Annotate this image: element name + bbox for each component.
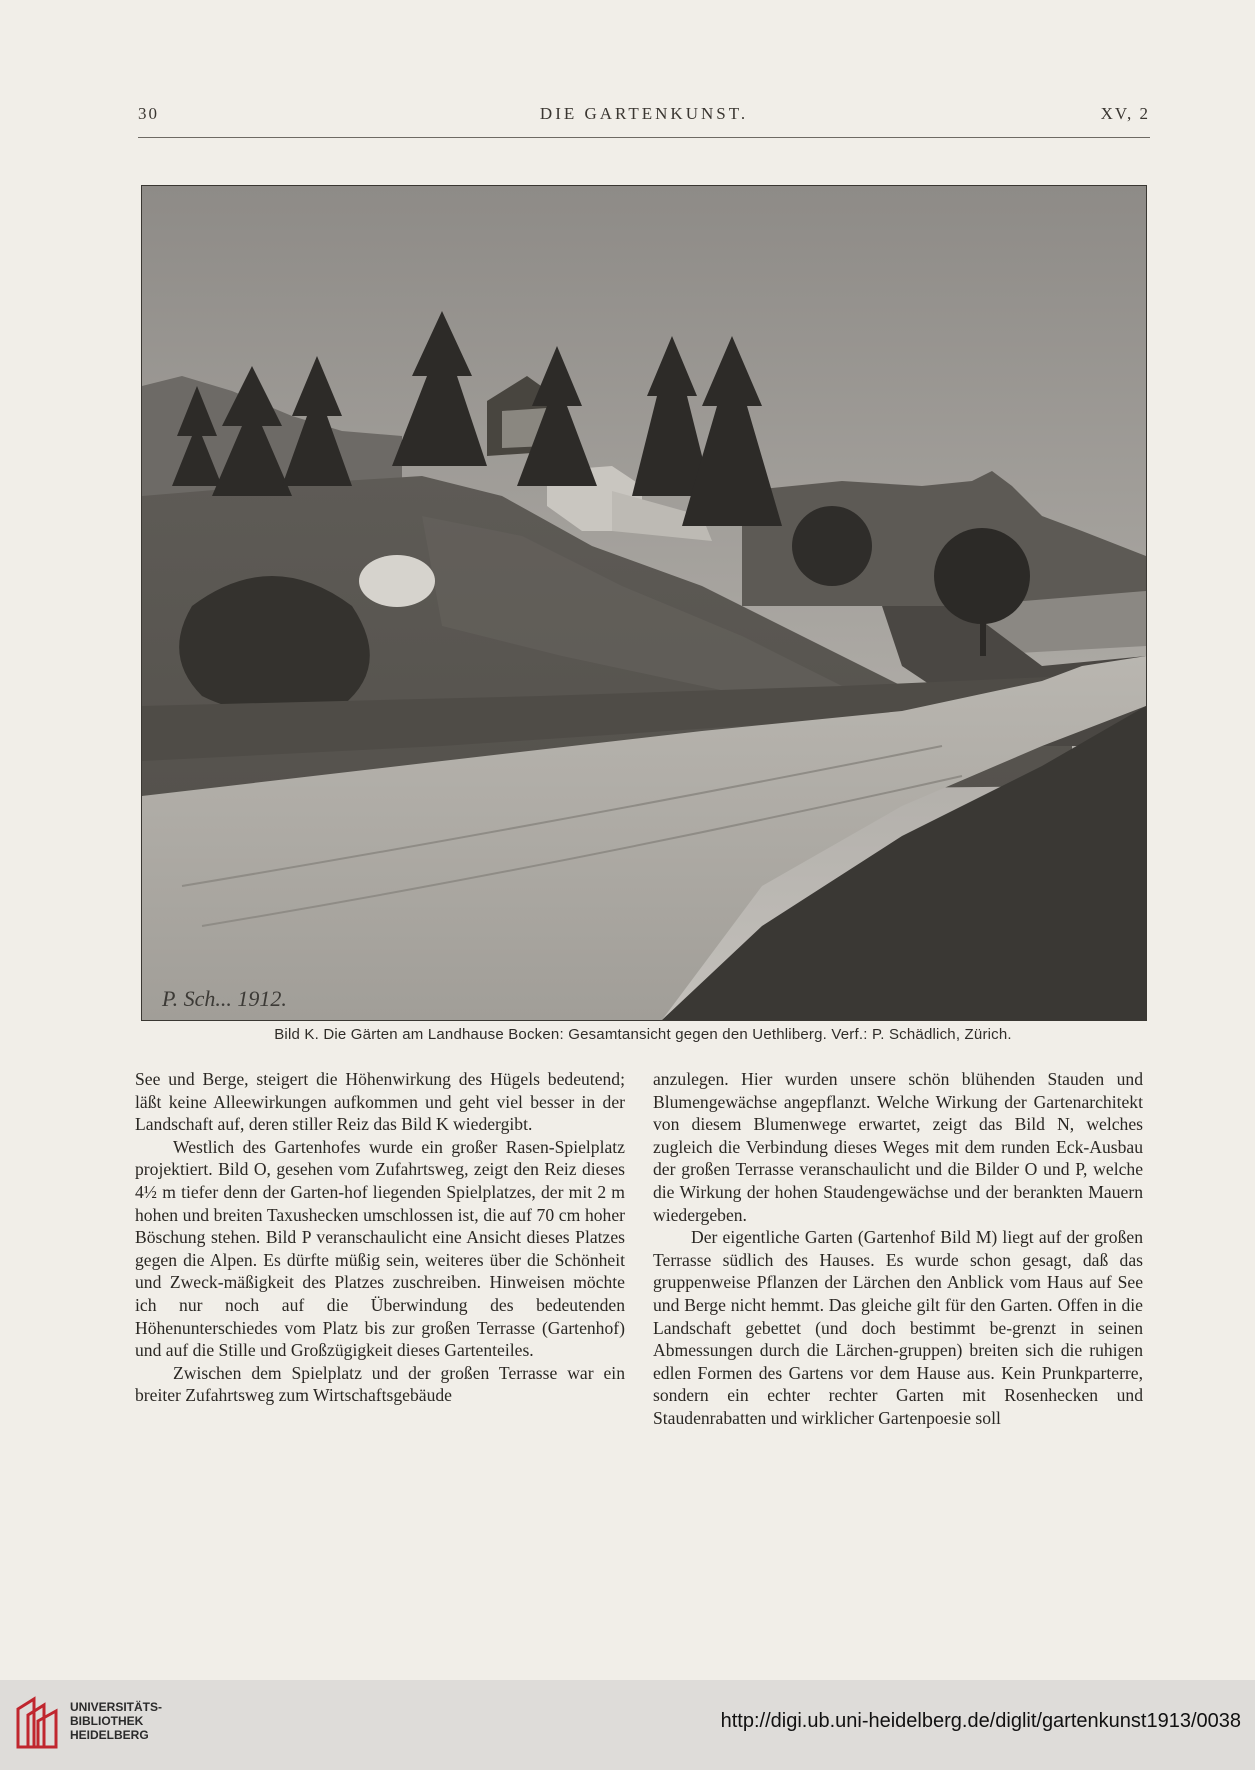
- running-header: [138, 104, 1150, 130]
- issue-number: XV, 2: [1100, 104, 1150, 123]
- round-tree: [792, 506, 872, 586]
- paragraph: See und Berge, steigert die Höhenwirkung des Hügels bedeutend; läßt keine Alleewirkungen aufkommen und geht viel besser in der Landschaft auf, deren stiller Reiz das Bild K wiedergibt.: [135, 1069, 625, 1135]
- text-column-left: [135, 1068, 625, 1407]
- paragraph: Zwischen dem Spielplatz und der großen Terrasse war ein breiter Zufahrtsweg zum Wirtschaftsgebäude: [135, 1362, 625, 1406]
- page-number: 30: [138, 104, 159, 123]
- library-logo-icon: [14, 1695, 60, 1751]
- figure-caption: Bild K. Die Gärten am Landhause Bocken: Gesamtansicht gegen den Uethliberg. Verf.: P. Schädlich, Zürich.: [274, 1026, 1012, 1043]
- paragraph: Westlich des Gartenhofes wurde ein großer Rasen-Spielplatz projektiert. Bild O, gesehen vom Zufahrtsweg, zeigt den Reiz dieses 4½ m tiefer denn der Garten-hof liegenden Spielplatzes, der mit 2 m hohen und breiten Taxushecken umschlossen ist, die auf 70 cm hoher Böschung stehen. Bild P veranschaulicht eine Ansicht dieses Platzes gegen die Alpen. Es dürfte müßig sein, weiteres über die Schönheit und Zweck-mäßigkeit des Platzes zuschreiben. Hinweisen möchte ich nur noch auf die Überwindung des bedeutenden Höhenunterschiedes vom Platz bis zur großen Terrasse (Gartenhof) und auf die Stille und Großzügigkeit dieses Gartenteiles.: [135, 1136, 625, 1361]
- library-name: UNIVERSITÄTS- BIBLIOTHEK HEIDELBERG: [70, 1700, 163, 1742]
- journal-title: DIE GARTENKUNST.: [539, 104, 749, 123]
- flowering-shrub: [359, 555, 435, 607]
- tree-trunk: [980, 616, 986, 656]
- header-rule: [138, 137, 1150, 138]
- digitization-footer: [0, 1680, 1255, 1770]
- text-column-right: [653, 1068, 1143, 1430]
- landscape-illustration: [141, 185, 1147, 1021]
- paragraph: Der eigentliche Garten (Gartenhof Bild M) liegt auf der großen Terrasse südlich des Hauses. Es wurde schon gesagt, daß das gruppenweise Pflanzen der Lärchen den Anblick vom Haus auf See und Berge nicht hemmt. Das gleiche gilt für den Garten. Offen in die Landschaft gebettet (und doch bestimmt be-grenzt in seinen Abmessungen durch die Lärchen-gruppen) breiten sich die ruhigen edlen Formen des Gartens vor dem Hause aus. Kein Prunkparterre, sondern ein echter rechter Garten mit Rosenhecken und Staudenrabatten und wirklicher Gartenpoesie soll: [653, 1227, 1143, 1428]
- round-tree-right: [934, 528, 1030, 624]
- artist-signature: P. Sch... 1912.: [162, 986, 287, 1011]
- permalink-url[interactable]: http://digi.ub.uni-heidelberg.de/diglit/gartenkunst1913/0038: [720, 1710, 1241, 1732]
- paragraph: anzulegen. Hier wurden unsere schön blühenden Stauden und Blumengewächse angepflanzt. Welche Wirkung der Gartenarchitekt von diesem Blumenwege erwartet, zeigt das Bild N, welches zugleich die Verbindung dieses Weges mit dem runden Eck-Ausbau der großen Terrasse veranschaulicht und die Bilder O und P, welche die Wirkung der hohen Staudengewächse und der berankten Mauern wiedergeben.: [653, 1069, 1143, 1225]
- landscape-drawing: [142, 186, 1146, 1020]
